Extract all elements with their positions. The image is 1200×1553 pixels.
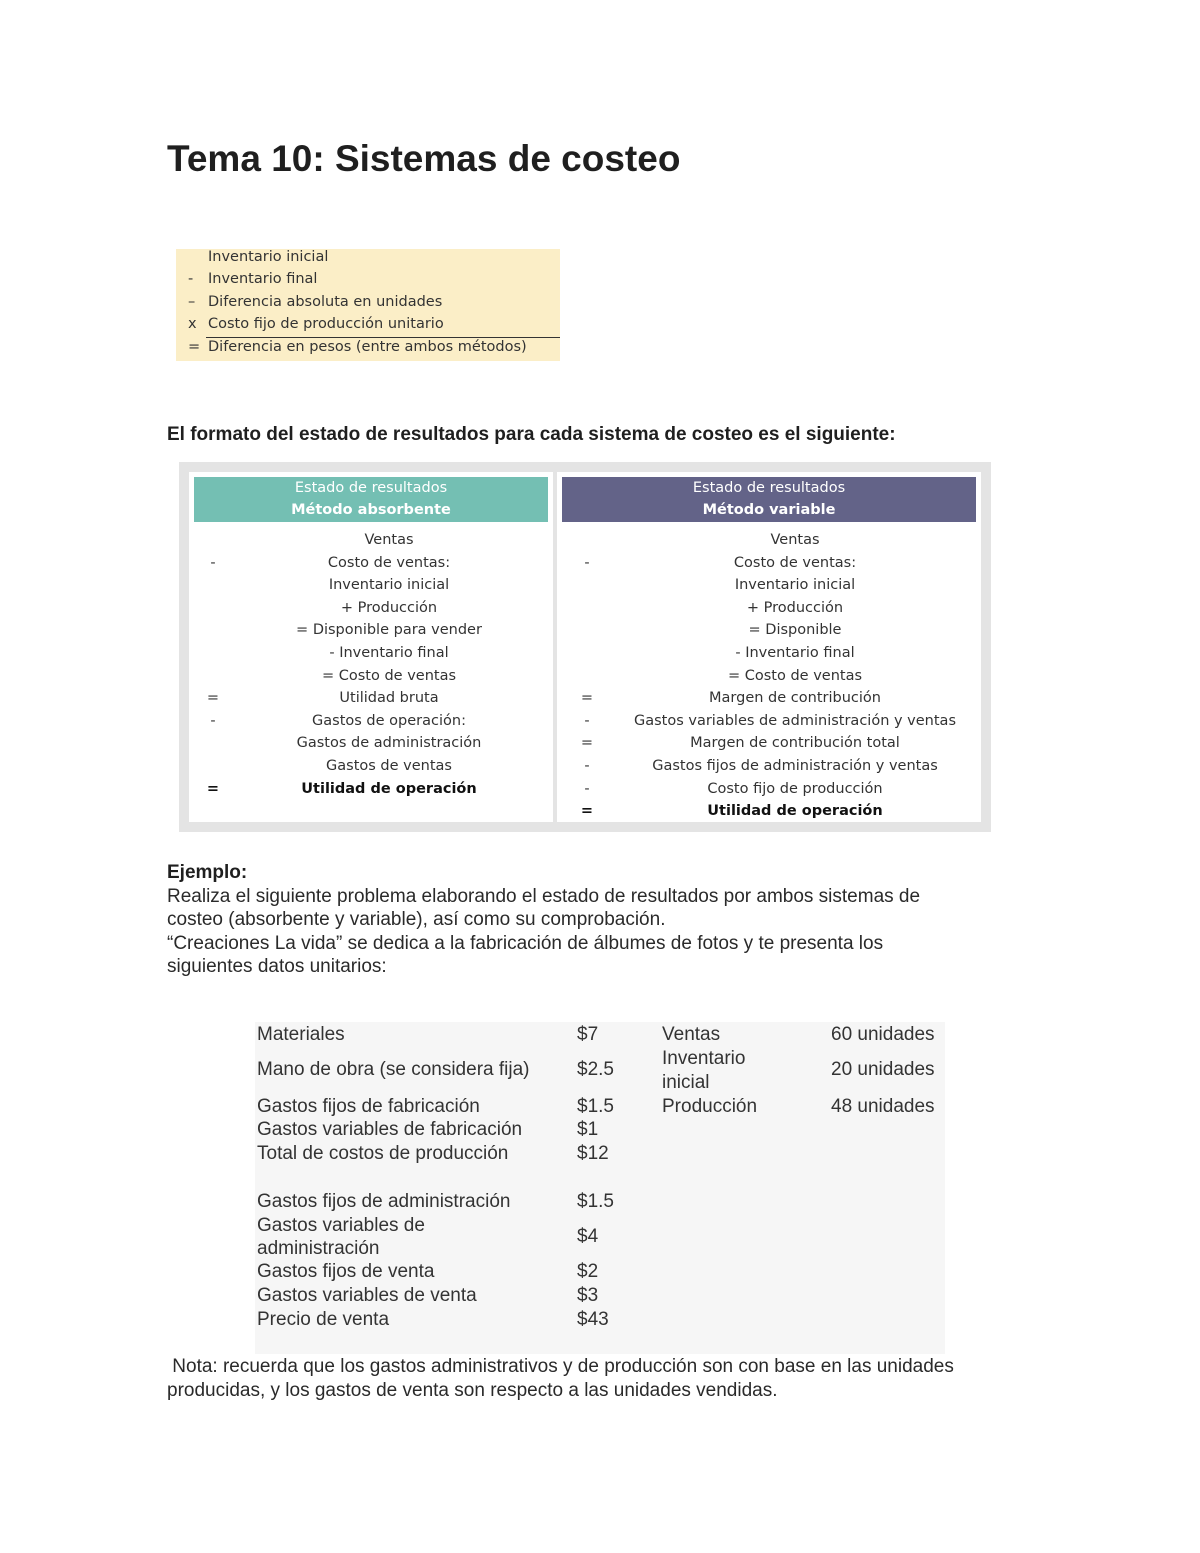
unit-label: Producción [662, 1096, 758, 1117]
variable-label: Gastos fijos de administración y ventas [652, 758, 938, 774]
cost-value: $2.5 [577, 1059, 614, 1080]
variable-row [189, 803, 981, 825]
income-statements-figure [179, 462, 991, 832]
variable-operator: = [580, 735, 594, 752]
example-line: Realiza el siguiente problema elaborando el estado de resultados por ambos sistemas de [167, 886, 921, 907]
formula-operator: = [188, 339, 201, 355]
formula-text: Inventario final [208, 271, 318, 287]
absorbente-label: = Costo de ventas [321, 667, 457, 684]
unit-value: 60 unidades [831, 1024, 935, 1045]
section-subtitle: El formato del estado de resultados para cada sistema de costeo es el siguiente: [167, 424, 896, 445]
variable-operator: - [584, 758, 590, 774]
cost-label: Gastos variables de fabricación [257, 1119, 523, 1140]
cost-label: Gastos fijos de fabricación [257, 1096, 480, 1117]
absorbente-label: Inventario inicial [328, 577, 450, 594]
formula-text: Costo fijo de producción unitario [208, 316, 444, 332]
note-line: Nota: recuerda que los gastos administrativos y de producción son con base en las unidades [167, 1356, 954, 1377]
note-line: producidas, y los gastos de venta son respecto a las unidades vendidas. [167, 1380, 778, 1401]
cost-label: Precio de venta [257, 1309, 390, 1330]
cost-label: Mano de obra (se considera fija) [257, 1059, 530, 1080]
cost-value: $1 [577, 1119, 599, 1140]
absorbente-method: Método absorbente [291, 502, 451, 518]
variable-method: Método variable [702, 502, 836, 518]
absorbente-label: Costo de ventas: [327, 554, 451, 571]
unit-label-cont: inicial [662, 1072, 710, 1093]
variable-row [189, 577, 981, 599]
unit-data-table [255, 1022, 945, 1354]
variable-label: - Inventario final [735, 645, 855, 661]
variable-label: Costo fijo de producción [707, 780, 883, 797]
example-line: siguientes datos unitarios: [167, 956, 387, 977]
absorbente-operator: = [206, 780, 220, 797]
variable-row [189, 781, 981, 803]
variable-label: Margen de contribución [709, 690, 881, 707]
unit-label: Inventario [662, 1048, 746, 1069]
variable-row [189, 600, 981, 622]
absorbente-label: Gastos de operación: [312, 712, 466, 729]
absorbente-header [194, 477, 548, 522]
absorbente-operator: - [210, 554, 216, 571]
variable-operator: - [584, 712, 590, 729]
absorbente-label: Ventas [364, 532, 414, 548]
income-statements-panel [189, 472, 981, 822]
cost-value: $1.5 [577, 1096, 614, 1117]
absorbente-label: - Inventario final [329, 645, 449, 661]
cost-value: $43 [577, 1309, 609, 1330]
cost-label: Gastos fijos de venta [257, 1261, 435, 1282]
cost-label: Gastos variables de [257, 1215, 425, 1236]
cost-value: $7 [577, 1024, 599, 1045]
variable-label: Margen de contribución total [690, 735, 900, 752]
unit-label: Ventas [662, 1024, 721, 1045]
unit-value: 48 unidades [831, 1096, 935, 1117]
variable-label: Inventario inicial [734, 577, 856, 594]
variable-label: = Disponible [748, 622, 842, 639]
formula-divider [206, 337, 560, 338]
cost-value: $4 [577, 1226, 599, 1247]
absorbente-label: Utilidad de operación [301, 780, 477, 797]
page-title: Tema 10: Sistemas de costeo [167, 138, 681, 179]
cost-label-cont: administración [257, 1238, 380, 1259]
variable-label: Ventas [770, 532, 820, 548]
example-line: costeo (absorbente y variable), así como su comprobación. [167, 909, 666, 930]
variable-label: = Costo de ventas [727, 667, 863, 684]
cost-value: $2 [577, 1261, 599, 1282]
formula-text: Diferencia absoluta en unidades [208, 294, 443, 310]
variable-row [189, 622, 981, 644]
formula-operator: – [188, 294, 196, 310]
absorbente-label: + Producción [340, 599, 438, 616]
absorbente-label: Gastos de administración [296, 735, 482, 752]
formula-operator: x [188, 316, 197, 332]
variable-row [189, 735, 981, 757]
variable-row [189, 555, 981, 577]
variable-operator: - [584, 554, 590, 571]
formula-text: Diferencia en pesos (entre ambos métodos) [208, 339, 527, 355]
variable-label: Utilidad de operación [707, 803, 883, 820]
formula-operator: - [188, 271, 194, 287]
variable-label: Gastos variables de administración y ventas [633, 712, 957, 729]
variable-row [189, 668, 981, 690]
absorbente-operator: = [206, 690, 220, 707]
variable-label: Costo de ventas: [733, 554, 857, 571]
cost-value: $3 [577, 1285, 599, 1306]
variable-row [189, 758, 981, 780]
unit-value: 20 unidades [831, 1059, 935, 1080]
absorbente-title: Estado de resultados [294, 480, 448, 496]
absorbente-label: = Disponible para vender [296, 622, 482, 639]
variable-row [189, 645, 981, 667]
variable-row [189, 690, 981, 712]
formula-text: Inventario inicial [208, 249, 329, 265]
cost-label: Gastos variables de venta [257, 1285, 477, 1306]
example-label: Ejemplo: [167, 862, 248, 883]
variable-operator: = [580, 803, 594, 820]
cost-label: Total de costos de producción [257, 1143, 509, 1164]
variable-operator: = [580, 690, 594, 707]
formula-box [176, 249, 560, 361]
example-line: “Creaciones La vida” se dedica a la fabricación de álbumes de fotos y te presenta los [167, 933, 884, 954]
cost-label: Gastos fijos de administración [257, 1191, 511, 1212]
absorbente-label: Gastos de ventas [326, 758, 452, 774]
cost-value: $12 [577, 1143, 609, 1164]
absorbente-label: Utilidad bruta [339, 690, 439, 707]
variable-row [189, 532, 981, 554]
variable-header [562, 477, 976, 522]
variable-title: Estado de resultados [692, 480, 846, 496]
absorbente-operator: - [210, 712, 216, 729]
variable-row [189, 713, 981, 735]
cost-value: $1.5 [577, 1191, 614, 1212]
variable-operator: - [584, 780, 590, 797]
cost-label: Materiales [257, 1024, 345, 1045]
variable-label: + Producción [746, 599, 844, 616]
